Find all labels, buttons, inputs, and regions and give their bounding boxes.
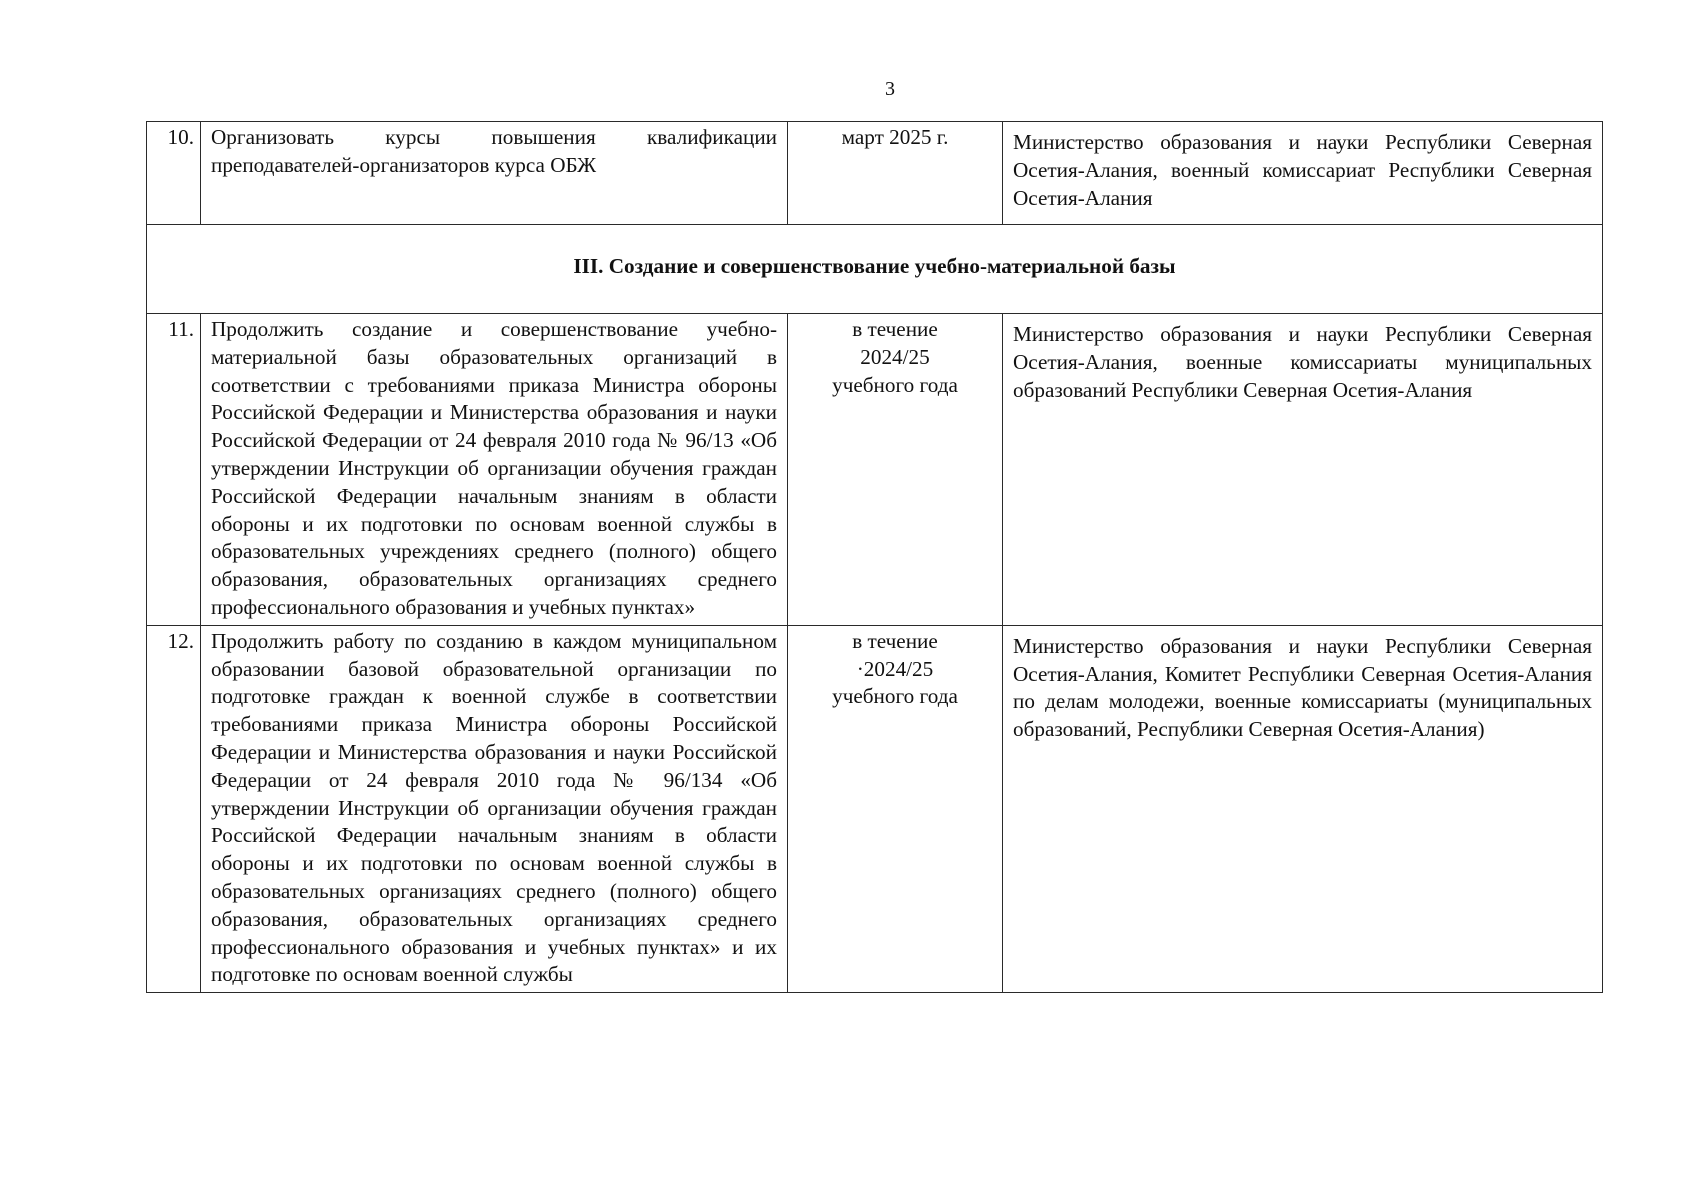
table-row xyxy=(147,314,1603,626)
page-number: 3 xyxy=(885,78,895,100)
section-heading-row xyxy=(147,225,1603,314)
responsible-text: Министерство образования и науки Республики Северная Осетия-Алания, военные комиссариаты муниципальных образований Республики Северная Осетия-Алания xyxy=(1003,314,1603,626)
row-number: 10. xyxy=(147,122,201,225)
row-number: 12. xyxy=(147,625,201,992)
table-row xyxy=(147,625,1603,992)
task-text: Продолжить работу по созданию в каждом муниципальном образовании базовой образовательной организации по подготовке граждан к военной службе в соответствии требованиями приказа Министра обороны Российской Федерации и Министерства образования и науки Российской Федерации от 24 февраля 2010 года № 96/134 «Об утверждении Инструкции об организации обучения граждан Российской Федерации начальным знаниям в области обороны и их подготовки по основам военной службы в образовательных организациях среднего (полного) общего образования, образовательных организациях среднего профессионального образования и учебных пунктах» и их подготовке по основам военной службы xyxy=(201,625,788,992)
responsible-text: Министерство образования и науки Республики Северная Осетия-Алания, военный комиссариат Республики Северная Осетия-Алания xyxy=(1003,122,1603,225)
deadline-cell xyxy=(788,122,1003,225)
deadline-line: 2024/25 xyxy=(860,344,930,369)
row-number: 11. xyxy=(147,314,201,626)
task-text: Организовать курсы повышения квалификации преподавателей-организаторов курса ОБЖ xyxy=(201,122,788,225)
activity-plan-table xyxy=(146,121,1603,993)
task-text: Продолжить создание и совершенствование учебно-материальной базы образовательных организаций в соответствии с требованиями приказа Министра обороны Российской Федерации и Министерства образования и науки Российской Федерации от 24 февраля 2010 года № 96/13 «Об утверждении Инструкции об организации обучения граждан Российской Федерации начальным знаниям в области обороны и их подготовки по основам военной службы в образовательных учреждениях среднего (полного) общего образования, образовательных организациях среднего профессионального образования и учебных пунктах» xyxy=(201,314,788,626)
deadline-line: в течение xyxy=(852,317,938,341)
responsible-text: Министерство образования и науки Республики Северная Осетия-Алания, Комитет Республики Северная Осетия-Алания по делам молодежи, военные комиссариаты (муниципальных образований, Республики Северная Осетия-Алания) xyxy=(1003,625,1603,992)
deadline-line: учебного года xyxy=(832,684,958,709)
deadline-cell xyxy=(788,625,1003,992)
deadline-line: в течение xyxy=(852,628,938,653)
deadline-cell xyxy=(788,314,1003,626)
deadline-line: учебного года xyxy=(832,372,958,397)
deadline-line: март 2025 г. xyxy=(841,125,949,149)
deadline-line: ·2024/25 xyxy=(856,656,934,681)
section-title: III. Создание и совершенствование учебно-материальной базы xyxy=(147,225,1603,314)
table-row xyxy=(147,122,1603,225)
